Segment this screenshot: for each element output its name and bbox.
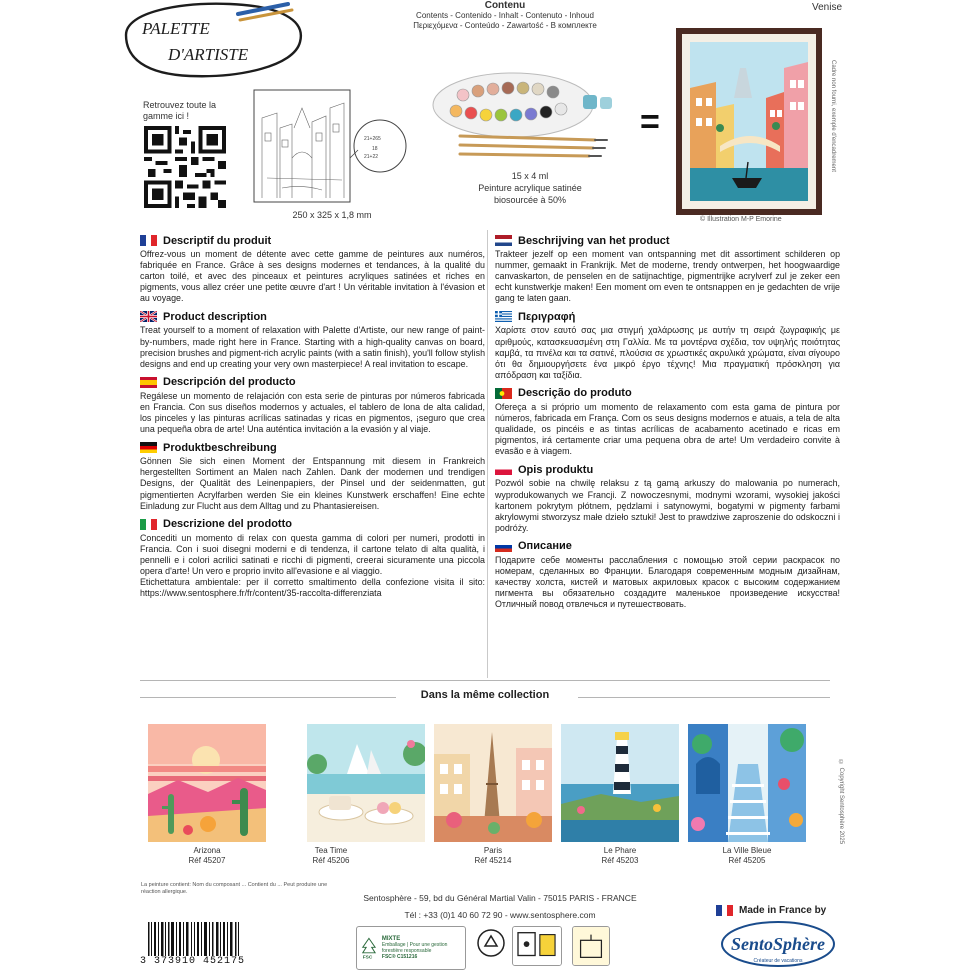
- description-it: [140, 518, 485, 600]
- description-title: [140, 310, 485, 323]
- nl-flag-icon: [495, 235, 512, 246]
- description-text: Treat yourself to a moment of relaxation with Palette d'Artiste, our new range of paint-by-numbers, made right here in France. Starting with a high-quality canvas on board, precision brushes and pigment-rich acrylic paints (with a satin finish), you'll follow stylish designs and end up creating your very own masterpiece! A real invitation to escape.: [140, 325, 486, 369]
- description-title-text: Opis produktu: [518, 463, 594, 476]
- pt-flag-icon: [495, 388, 512, 399]
- description-title-text: Beschrijving van het product: [518, 234, 670, 247]
- description-de: [140, 441, 485, 511]
- fsc-code: FSC® C151216: [381, 954, 418, 960]
- collection-name: Le Phare: [603, 846, 637, 855]
- de-flag-icon: [140, 442, 157, 453]
- description-title: [140, 376, 485, 389]
- paint-info: [430, 170, 630, 206]
- description-title: [140, 441, 485, 454]
- illustration-credit: © Illustration M-P Emorine: [700, 216, 782, 223]
- line-art-sketch: [252, 88, 412, 206]
- gr-flag-icon: [495, 311, 512, 322]
- contents-header: [350, 0, 660, 31]
- description-title-text: Descrizione del prodotto: [163, 518, 292, 531]
- descriptions-left: [140, 234, 485, 605]
- collection-ref: Réf 45214: [474, 856, 512, 865]
- address-block: [350, 890, 650, 924]
- qr-code[interactable]: [144, 126, 226, 208]
- contents-title: Contenu: [484, 0, 526, 11]
- paint-biosourced: biosourcée à 50%: [493, 195, 567, 205]
- collection-name: Paris: [483, 846, 503, 855]
- description-title-text: Descriptif du produit: [163, 234, 272, 247]
- description-title: [495, 234, 840, 247]
- equals-sign: =: [640, 103, 660, 141]
- thumb-paris[interactable]: [434, 724, 552, 842]
- description-text: Offrez-vous un moment de détente avec cette gamme de peintures aux numéros, fabriquée en France. Grâce à ses designs modernes et tendances, à la qualité du carton toilé, et avec des pinceaux et peintures acryliques satinées et riches en pigments, vous allez créer une petite œuvre d'art ! Un véritable invitation à l'évasion et au voyage.: [140, 249, 485, 304]
- fr-flag-icon: [140, 235, 157, 246]
- ru-flag-icon: [495, 541, 512, 552]
- paint-type: Peinture acrylique satinée: [478, 183, 582, 193]
- fsc-label: FSC: [362, 955, 373, 961]
- contents-langs-1: Contents - Contenido - Inhalt - Contenuto - Inhoud: [416, 11, 594, 20]
- description-text: Ofereça a si próprio um momento de relaxamento com esta gama de pintura por números, fabricada em França. Com os seus designs modernos e atuais, a tela de alta qualidade, os pincéis e as tintas acrílicas de acabamento acetinado e ricas em pigmentos, irá certamente criar uma pequena obra de arte! Um verdadeiro convite à evasão e à viagem.: [495, 401, 840, 457]
- made-in-france: [716, 905, 826, 916]
- address-line1: Sentosphère - 59, bd du Général Martial Valin - 75015 PARIS - FRANCE: [363, 893, 637, 903]
- address-line2: Tél : +33 (0)1 40 60 72 90 - www.sentosphere.com: [404, 910, 596, 920]
- collection-title: Dans la même collection: [420, 689, 550, 701]
- description-text: Regálese un momento de relajación con esta serie de pinturas por números fabricada en Francia. Con sus diseños modernos y actuales, el tablero de lona de alta calidad, los pinceles y las pinturas acrílicas satinadas y ricas en pigmentos, ¡seguro que crea una pequeña obra de arte! Una auténtica invitación a la evasión y al viaje.: [140, 390, 485, 435]
- uk-flag-icon: [140, 311, 157, 322]
- framed-painting-venise: [676, 28, 822, 215]
- sentosphere-pictogram-icon: [572, 926, 610, 966]
- collection-caption-paris: [434, 846, 552, 866]
- collection-name: La Ville Bleue: [722, 846, 772, 855]
- fsc-tree-icon: [360, 931, 378, 965]
- descriptions-right: [495, 234, 840, 616]
- thumb-arizona[interactable]: [148, 724, 266, 842]
- es-flag-icon: [140, 377, 157, 388]
- collection-ref: Réf 45207: [188, 856, 226, 865]
- description-ru: [495, 540, 840, 610]
- recycle-icon: [476, 928, 506, 958]
- svg-text:21+22: 21+22: [364, 154, 379, 160]
- collection-caption-tea-time: [272, 846, 390, 866]
- triman-sorting-icon: [512, 926, 562, 966]
- thumb-tea-time[interactable]: [307, 724, 425, 842]
- fsc-sub: Emballage | Pour une gestion forestière responsable: [381, 942, 448, 954]
- made-in-text: Made in France by: [739, 905, 827, 916]
- description-fr: [140, 234, 485, 304]
- description-title-text: Описание: [518, 540, 572, 553]
- sentosphere-name: SentoSphère: [730, 934, 826, 954]
- description-es: [140, 376, 485, 435]
- it-flag-icon: [140, 519, 157, 530]
- description-title: [495, 540, 840, 553]
- fsc-mixte: MIXTE: [381, 936, 401, 942]
- section-divider: [140, 680, 830, 681]
- paint-quantity: 15 x 4 ml: [511, 171, 549, 181]
- description-pl: [495, 463, 840, 533]
- palette-dartiste-logo: [120, 0, 310, 82]
- collection-name: Arizona: [193, 846, 221, 855]
- description-text: Подарите себе моменты расслабления с помощью этой серии раскрасок по номерам, сделанных во Франции. Благодаря современным модным дизайнам, качеству холста, кистей и матовых акриловых красок с высоким содержанием пигмента вы обязательно создадите маленькое произведение искусства! Отличный повод отвлечься и путешествовать.: [495, 554, 840, 610]
- description-title: [495, 463, 840, 476]
- collection-ref: Réf 45205: [728, 856, 766, 865]
- france-flag-icon: [716, 905, 733, 916]
- description-title-text: Descripción del producto: [163, 376, 296, 389]
- description-uk: [140, 310, 485, 369]
- barcode-number: 3 373910 452175: [140, 956, 290, 967]
- description-title: [495, 310, 840, 323]
- description-title-text: Produktbeschreibung: [163, 441, 277, 454]
- description-gr: [495, 310, 840, 380]
- description-text: Concediti un momento di relax con questa gamma di colori per numeri, prodotti in Francia. Con i suoi disegni moderni e di tendenza, il cartone telato di alta qualità, i pennelli e i colori acrilici satinati e ricchi di pigmenti, creerai sicuramente una piccola opera d'arte! Un vero e proprio invito all'evasione e al viaggio.: [140, 532, 485, 576]
- collection-caption-le-phare: [561, 846, 679, 866]
- qr-caption: Retrouvez toute la gamme ici !: [143, 100, 217, 121]
- description-title-text: Περιγραφή: [518, 310, 576, 323]
- column-divider: [487, 230, 488, 678]
- description-small-print: Etichettatura ambientale: per il corretto smaltimento della confezione visita il sito: https://www.sentosphere.fr/fr/content/35-raccolta-differenziata: [140, 577, 485, 599]
- collection-name: Tea Time: [314, 846, 348, 855]
- description-text: Χαρίστε στον εαυτό σας μια στιγμή χαλάρωσης με αυτήν τη σειρά ζωγραφικής με αριθμούς, κατασκευασμένη στη Γαλλία. Με τα μοντέρνα σχέδια, τον υψηλής ποιότητας καμβά, τα πινέλα και τα σατινέ, πλούσια σε χρωστικές ακρυλικά χρώματα, είναι σίγουρο ότι θα δημιουργήσετε ένα μικρό έργο τέχνης! Μια πραγματική πρόσκληση για απόδραση και ταξίδια.: [495, 325, 840, 380]
- copyright: © Copyright Sentosphère 2025: [838, 760, 844, 845]
- description-nl: [495, 234, 840, 304]
- brushes-image: [455, 130, 610, 160]
- logo-line2: D'ARTISTE: [168, 45, 249, 64]
- collection-ref: Réf 45206: [312, 856, 350, 865]
- collection-ref: Réf 45203: [601, 856, 639, 865]
- fsc-badge: [356, 926, 466, 970]
- description-text: Trakteer jezelf op een moment van ontspanning met dit assortiment schilderen op nummer, gemaakt in Frankrijk. Met de moderne, trendy ontwerpen, het hoogwaardige canvaskarton, de penselen en de satijnachtige, pigmentrijke acrylverf zul je zeker een echt kunstwerkje maken! Een moment om even te ontsnappen en je gedachten de vrije gang te laten gaan.: [495, 249, 840, 304]
- description-pt: [495, 387, 840, 457]
- collection-caption-la-ville-bleue: [688, 846, 806, 866]
- description-title-text: Descrição do produto: [518, 387, 632, 400]
- pl-flag-icon: [495, 464, 512, 475]
- thumb-la-ville-bleue[interactable]: [688, 724, 806, 842]
- svg-text:18: 18: [372, 146, 378, 152]
- description-title: [140, 518, 485, 531]
- sentosphere-tagline: Créateur de vacations: [753, 958, 803, 964]
- description-title-text: Product description: [163, 310, 267, 323]
- frame-note: Cadre non fourni, exemple d'encadrement: [830, 60, 836, 172]
- product-name: Venise: [812, 2, 843, 13]
- logo-line1: PALETTE: [142, 19, 210, 38]
- contents-langs-2: Περιεχόμενα - Conteúdo - Zawartość - В комплекте: [413, 21, 597, 30]
- thumb-le-phare[interactable]: [561, 724, 679, 842]
- description-title: [140, 234, 485, 247]
- description-text: Gönnen Sie sich einen Moment der Entspannung mit diesem in Frankreich hergestellten Sortiment an Malen nach Zahlen. Dank der modernen und trendigen Designs, der Qualität des Leinenpapiers, der Pinsel und der seidenmatten, gut pigmentierten Acrylfarben werden Sie ein kleines Kunstwerk erschaffen! Eine echte Einladung zur Flucht aus dem Alltag und zu Phantasiereisen.: [140, 456, 485, 511]
- small-print: La peinture contient: Nom du composant ... Contient du ... Peut produire une réaction allergique.: [141, 882, 328, 895]
- description-text: Pozwól sobie na chwilę relaksu z tą gamą arkuszy do malowania po numerach, wyprodukowanych we Francji. Z nowoczesnymi, modnymi wzorami, wysokiej jakości kartonem pokrytym płótnem, pędzlami i satynowymi, bogatymi w pigmenty farbami akrylowymi stworzysz małe dzieło sztuki! Jest to prawdziwe zaproszenie do odskoczni i podróży.: [495, 478, 840, 533]
- description-title: [495, 387, 840, 400]
- collection-caption-arizona: [148, 846, 266, 866]
- canvas-dimensions: 250 x 325 x 1,8 mm: [292, 210, 372, 220]
- svg-text:21+265: 21+265: [364, 136, 381, 142]
- sentosphere-logo: [718, 918, 838, 971]
